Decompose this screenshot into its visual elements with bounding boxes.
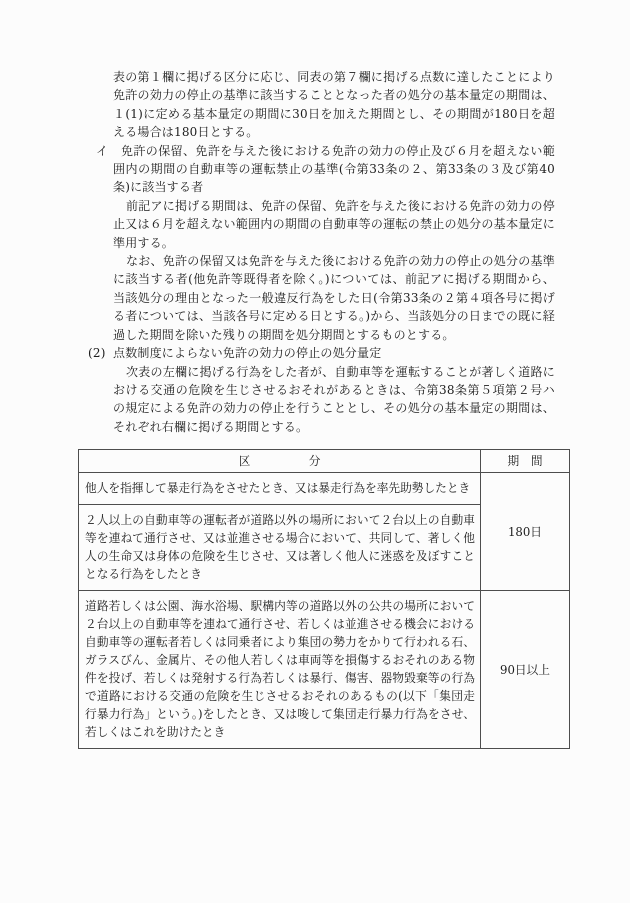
paragraph-continuation: 表の第１欄に掲げる区分に応じ、同表の第７欄に掲げる点数に達したことにより免許の効力の停止の基準に該当することとなった者の処分の基本量定の期間は、１(1)に定める基本量定の期間に30日を加えた期間とし、その期間が180日を超える場合は180日とする。 (113, 70, 556, 140)
table-head (79, 450, 570, 473)
item-i-heading: 免許の保留、免許を与えた後における免許の効力の停止及び６月を超えない範囲内の期間の自動車等の運転禁止の基準(令第33条の２、第33条の３及び第40条)に該当する者 (113, 143, 555, 195)
suspension-period-table (78, 449, 570, 749)
table-header-category: 区 分 (79, 450, 481, 473)
list-label-2: (2) (88, 346, 106, 361)
item-2-title: 点数制度によらない免許の効力の停止の処分量定 (113, 346, 382, 361)
table-cell-category-3: 道路若しくは公園、海水浴場、駅構内等の道路以外の公共の場所において２台以上の自動車等を連ねて通行させ、若しくは並進させる機会における自動車等の運転者若しくは同乗者により集団の勢力をかりて行われる石、ガラスびん、金属片、その他人若しくは車両等を損傷するおそれのある物件を投げ、若しくは発射する行為若しくは暴行、傷害、器物毀棄等の行為で道路における交通の危険を生じさせるおそれのあるもの(以下「集団走行暴力行為」という。)をしたとき、又は唆して集団走行暴力行為をさせ、若しくはこれを助けたとき (79, 591, 481, 749)
list-label-i: イ (96, 143, 109, 158)
table-cell-category-2: ２人以上の自動車等の運転者が道路以外の場所において２台以上の自動車等を連ねて通行させ、又は並進させる場合において、共同して、著しく他人の生命又は身体の危険を生じさせ、又は著しく他人に迷惑を及ぼすこととなる行為をしたとき (79, 505, 481, 591)
list-item-i (96, 142, 555, 344)
table-body (79, 473, 570, 749)
item-2-body: 次表の左欄に掲げる行為をした者が、自動車等を運転することが著しく道路における交通の危険を生じさせるおそれがあるときは、令第38条第５項第２号ハの規定による免許の効力の停止を行うこととし、その処分の基本量定の期間は、それぞれ右欄に掲げる期間とする。 (113, 364, 555, 434)
table-row (79, 473, 570, 505)
table-cell-period-90: 90日以上 (481, 591, 570, 749)
document-text-block (85, 68, 556, 749)
table-cell-category-1: 他人を指揮して暴走行為をさせたとき、又は暴走行為を率先助勢したとき (79, 473, 481, 505)
table-row (79, 591, 570, 749)
table-header-period: 期 間 (481, 450, 570, 473)
table-cell-period-180: 180日 (481, 473, 570, 591)
list-item-2 (88, 344, 555, 436)
item-i-paragraph-1: 前記アに掲げる期間は、免許の保留、免許を与えた後における免許の効力の停止又は６月を超えない範囲内の期間の自動車等の運転の禁止の処分の基本量定に準用する。 (113, 198, 555, 250)
table-header-row (79, 450, 570, 473)
item-i-paragraph-2: なお、免許の保留又は免許を与えた後における免許の効力の停止の処分の基準に該当する者(他免許等既得者を除く。)については、前記アに掲げる期間から、当該処分の理由となった一般違反行為をした日(令第33条の２第４項各号に掲げる者については、当該各号に定める日とする。)から、当該処分の日までの既に経過した期間を除いた残りの期間を処分期間とするものとする。 (113, 254, 555, 342)
